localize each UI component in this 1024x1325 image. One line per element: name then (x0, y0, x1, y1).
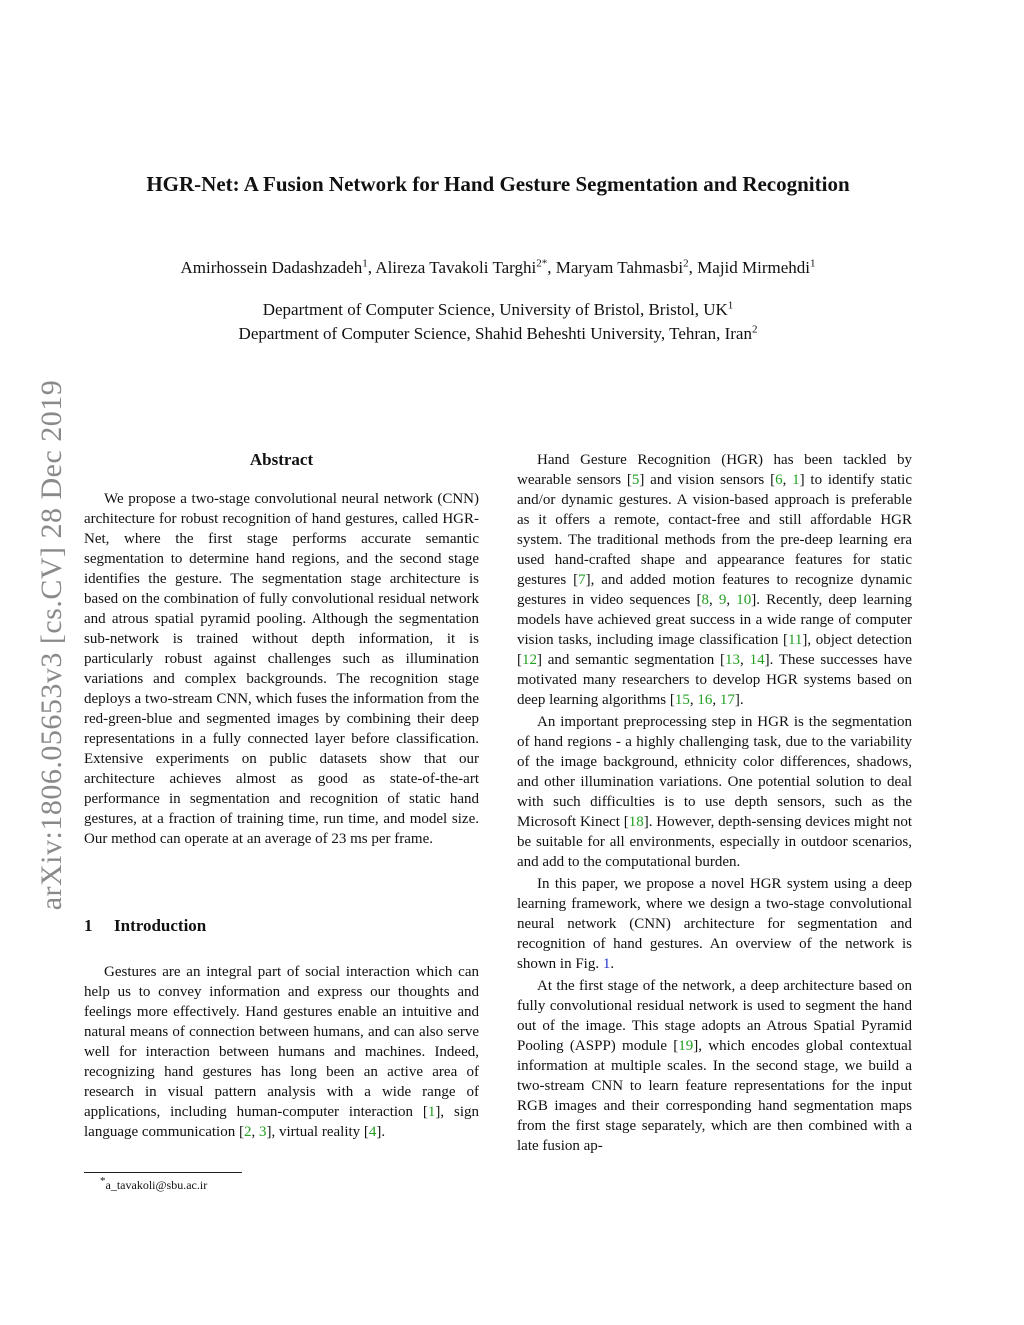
author: Maryam Tahmasbi$^2$, (555, 257, 698, 277)
author: Amirhossein Dadashzadeh$^1$, (180, 257, 376, 277)
text-run: ], and added motion features to recognize dynamic gestures in video sequences [ (517, 572, 912, 608)
affiliation: Department of Computer Science, University of Bristol, Bristol, $UK^1$ (262, 299, 734, 319)
paragraph (517, 712, 912, 872)
paragraph (517, 450, 912, 710)
text-run: Hand Gesture Recognition (HGR) has been tackled by wearable sensors [ (517, 452, 912, 488)
text-run: , (251, 1124, 259, 1140)
text-run: In this paper, we propose a novel HGR system using a deep learning framework, where we design a two-stage convolutional neural network (CNN) architecture for segmentation and recognition of hand gestures. An overview of the network is shown in Fig. (517, 876, 912, 972)
section-number: 1 (84, 916, 93, 935)
citation-link[interactable]: 11 (787, 632, 803, 648)
citation-link[interactable]: 7 (578, 572, 586, 588)
text-run: ]. (734, 692, 744, 708)
section-heading (84, 916, 206, 936)
arxiv-stamp: arXiv:1806.05653v3 [cs.CV] 28 Dec 2019 (35, 379, 68, 911)
citation-link[interactable]: 18 (628, 814, 644, 830)
paragraph (84, 962, 479, 1142)
text-run: ]. However, depth-sensing devices might not be suitable for all environments, especially in outdoor scenarios, and add to the computational burden. (517, 814, 912, 870)
text-run: ], which encodes global contextual information at multiple scales. In the second stage, we build a two-stream CNN to learn feature representations for the input RGB images and their corresponding hand segmentation maps from the first stage separately, which are then combined with a late fusion ap- (517, 1038, 913, 1154)
citation-link[interactable]: 15 (674, 692, 690, 708)
text-run: ] and semantic segmentation [ (537, 652, 726, 668)
text-run: , (740, 652, 750, 668)
abstract-text: We propose a two-stage convolutional neural network (CNN) architecture for robust recognition of hand gestures, called HGR-Net, where the first stage performs accurate semantic segmentation to determine hand regions, and the second stage identifies the gesture. The segmentation stage architecture is based on the combination of fully convolutional residual network and atrous spatial pyramid pooling. Although the segmentation sub-network is trained without depth information, it is particularly robust against challenges such as illumination variations and complex backgrounds. The recognition stage deploys a two-stream CNN, which fuses the information from the red-green-blue and segmented images by combining their deep representations in a fully connected layer before classification. Extensive experiments on public datasets show that our architecture achieves almost as good as state-of-the-art performance in segmentation and recognition of static hand gestures, at a fraction of training time, run time, and model size. Our method can operate at an average of 23 ms per frame. (84, 491, 479, 847)
text-run: , (712, 692, 720, 708)
text-run: Gestures are an integral part of social interaction which can help us to convey information and express our thoughts and feelings more effectively. Hand gestures enable an intuitive and natural means of connection between humans, and can also serve well for interaction between humans and machines. Indeed, recognizing hand gestures has long been an active area of research in visual pattern analysis with a wide range of applications, including human-computer interaction [ (84, 964, 479, 1120)
affiliation: Department of Computer Science, Shahid Beheshti University, Tehran, Iran$^2$ (238, 323, 758, 343)
citation-link[interactable]: 3 (258, 1124, 267, 1140)
citation-link[interactable]: 9 (718, 592, 727, 608)
footnote-rule (84, 1172, 242, 1173)
author: Majid Mirmehdi$^1$ (697, 257, 816, 277)
citation-link[interactable]: 10 (736, 592, 752, 608)
text-run: ], object detection [ (517, 632, 912, 668)
text-run: ] to identify static and/or dynamic gestures. A vision-based approach is preferable as it offers a remote, contact-free and still affordable HGR system. The traditional methods from the pre-deep learning era used hand-crafted shape and appearance features for static gestures [ (517, 472, 912, 588)
text-run: ], sign language communication [ (84, 1104, 479, 1140)
citation-link[interactable]: 4 (368, 1124, 377, 1140)
text-run: ]. (376, 1124, 386, 1140)
citation-link[interactable]: 12 (522, 652, 537, 668)
citation-link[interactable]: 6 (775, 472, 783, 488)
abstract-body (84, 489, 479, 851)
author-list (0, 258, 996, 278)
abstract-heading: Abstract (249, 450, 314, 469)
citation-link[interactable]: 1 (792, 472, 800, 488)
citation-link[interactable]: 8 (701, 592, 710, 608)
text-run: ], virtual reality [ (266, 1124, 369, 1140)
citation-link[interactable]: 17 (719, 692, 735, 708)
text-run: , (709, 592, 719, 608)
text-run: , (689, 692, 698, 708)
affiliations (0, 298, 996, 346)
text-run: At the first stage of the network, a deep architecture based on fully convolutional residual network is used to segment the hand out of the image. This stage adopts an Atrous Spatial Pyramid Pooling (ASPP) module [ (517, 978, 912, 1054)
citation-link[interactable]: 5 (631, 472, 640, 488)
text-run: ] and vision sensors [ (639, 472, 776, 488)
citation-link[interactable]: 2 (243, 1124, 252, 1140)
text-run: ]. Recently, deep learning models have achieved great success in a wide range of computer vision tasks, including image classification [ (517, 592, 913, 648)
citation-link[interactable]: 19 (678, 1038, 694, 1054)
intro-body (84, 962, 479, 1144)
paragraph (517, 976, 912, 1156)
text-run: An important preprocessing step in HGR is the segmentation of hand regions - a highly challenging task, due to the variability of the image background, ethnicity color differences, shadows, and other illumination variations. One potential solution to deal with such difficulties is to use depth sensors, such as the Microsoft Kinect [ (517, 714, 912, 830)
citation-link[interactable]: 1 (427, 1104, 436, 1120)
text-run: , (726, 592, 737, 608)
author: Alireza Tavakoli Targhi$^{2*}$, (375, 257, 556, 277)
paper-title: HGR-Net: A Fusion Network for Hand Gesture Segmentation and Recognition (146, 172, 850, 196)
citation-link[interactable]: 13 (725, 652, 741, 668)
figure-reference-link[interactable]: 1 (602, 956, 611, 972)
text-run: , (782, 472, 793, 488)
text-run: . (610, 956, 615, 972)
citation-link[interactable]: 14 (749, 652, 765, 668)
paragraph (517, 874, 912, 974)
text-run: ]. These successes have motivated many researchers to develop HGR systems based on deep learning algorithms [ (517, 652, 912, 708)
citation-link[interactable]: 16 (697, 692, 713, 708)
section-title: Introduction (114, 916, 207, 935)
right-column (517, 450, 912, 1158)
footnote: *a_tavakoli@sbu.ac.ir (100, 1175, 208, 1192)
